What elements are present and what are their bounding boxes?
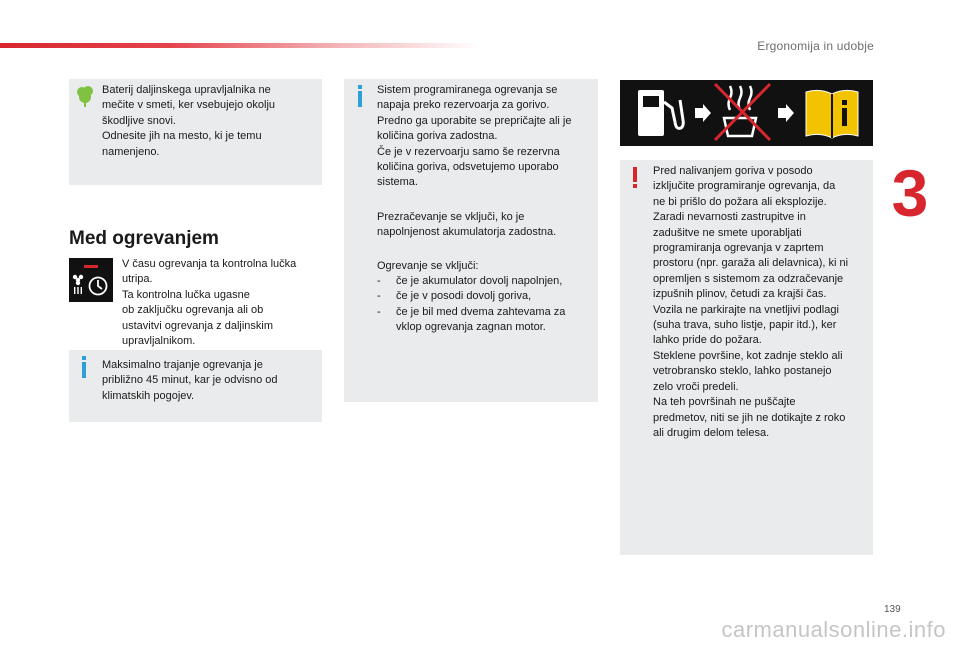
eco-line: Baterij daljinskega upravljalnika ne [102, 84, 271, 96]
page-number: 139 [884, 604, 901, 615]
section-title: Ergonomija in udobje [757, 39, 874, 53]
warning-line: ali drugim delom telesa. [653, 426, 770, 439]
header-accent-bar [0, 43, 480, 48]
list-item: - če je akumulator dovolj napolnjen, [377, 274, 595, 289]
warning-line: lahko pride do požara. [653, 334, 762, 347]
warning-line: izključite programiranje ogrevanja, da [653, 180, 836, 193]
warning-line: predmetov, niti se jih ne dotikajte z roko [653, 411, 846, 424]
section-heading: Med ogrevanjem [69, 228, 219, 249]
system-line: napolnjenost akumulatorja zadostna. [377, 226, 557, 239]
system-line: sistema. [377, 176, 418, 189]
system-line: Predno ga uporabite se prepričajte ali je [377, 114, 572, 127]
heating-line: V času ogrevanja ta kontrolna lučka [122, 258, 297, 270]
warning-line: programiranja ogrevanja v zaprtem [653, 242, 824, 255]
warning-line: Na teh površinah ne puščajte [653, 396, 796, 409]
max-line: približno 45 minut, kar je odvisno od [102, 374, 278, 387]
system-line: Ogrevanje se vključi: [377, 259, 479, 272]
heating-conditions-list [377, 274, 595, 336]
system-line: napaja preko rezervoarja za gorivo. [377, 99, 550, 112]
eco-line: škodljive snovi. [102, 114, 176, 127]
warning-line: ne bi prišlo do požara ali eksplozije. [653, 195, 827, 208]
max-duration-text [102, 358, 317, 404]
info-icon [79, 356, 89, 378]
warning-line: prostoru (npr. garaža ali delavnica), ki ni [653, 257, 849, 270]
warning-line: opremljen s sistemom za odzračevanje [653, 272, 844, 285]
heating-text [122, 257, 322, 349]
warning-line: (suha trava, suho listje, papir itd.), ker [653, 319, 837, 332]
heating-line: ob zaključku ogrevanja ali ob [122, 304, 264, 317]
warning-line: izpušnih plinov, četudi za krajši čas. [653, 288, 827, 301]
eco-line: namenjeno. [102, 145, 160, 158]
heating-line: Ta kontrolna lučka ugasne [122, 288, 250, 301]
warning-line: Pred nalivanjem goriva v posodo [653, 165, 813, 177]
warning-line: Vozila ne parkirajte na vnetljivi podlagi [653, 303, 839, 316]
system-info-text [377, 83, 595, 336]
manual-book-icon [806, 90, 858, 138]
warning-icon [630, 167, 640, 189]
warning-line: zelo vroči predeli. [653, 380, 739, 393]
max-line: klimatskih pogojev. [102, 389, 195, 402]
list-item: - če je bil med dvema zahtevama za vklop ogrevanja zagnan motor. [377, 305, 591, 336]
eco-note-text [102, 83, 317, 160]
refuel-pictogram [620, 80, 873, 146]
heating-line: ustavitvi ogrevanja z daljinskim [122, 319, 274, 332]
warning-line: Steklene površine, kot zadnje steklo ali [653, 349, 843, 362]
system-line: Prezračevanje se vključi, ko je [377, 210, 525, 223]
chapter-number-text: 3 [891, 160, 929, 230]
heating-line: upravljalnikom. [122, 335, 196, 348]
warning-line: Zaradi nevarnosti zastrupitve in [653, 211, 806, 224]
max-line: Maksimalno trajanje ogrevanja je [102, 359, 263, 371]
system-line: količina goriva, odsvetujemo uporabo [377, 161, 559, 174]
chapter-number [888, 160, 932, 230]
leaf-icon [75, 85, 95, 107]
eco-line: mečite v smeti, ker vsebujejo okolju [102, 99, 276, 112]
system-line: Če je v rezervoarju samo še rezervna [377, 145, 560, 158]
heating-line: utripa. [122, 273, 153, 286]
programmed-heating-indicator-icon [69, 258, 113, 302]
warning-text [653, 164, 871, 441]
warning-line: vetrobransko steklo, lahko postanejo [653, 365, 832, 378]
list-item: - če je v posodi dovolj goriva, [377, 289, 595, 304]
info-icon [355, 85, 365, 107]
system-line: Sistem programiranega ogrevanja se [377, 84, 558, 96]
watermark: carmanualsonline.info [721, 617, 946, 642]
system-line: količina goriva zadostna. [377, 130, 498, 143]
warning-line: zadušitve ne smete uporabljati [653, 226, 802, 239]
eco-line: Odnesite jih na mesto, ki je temu [102, 130, 262, 143]
